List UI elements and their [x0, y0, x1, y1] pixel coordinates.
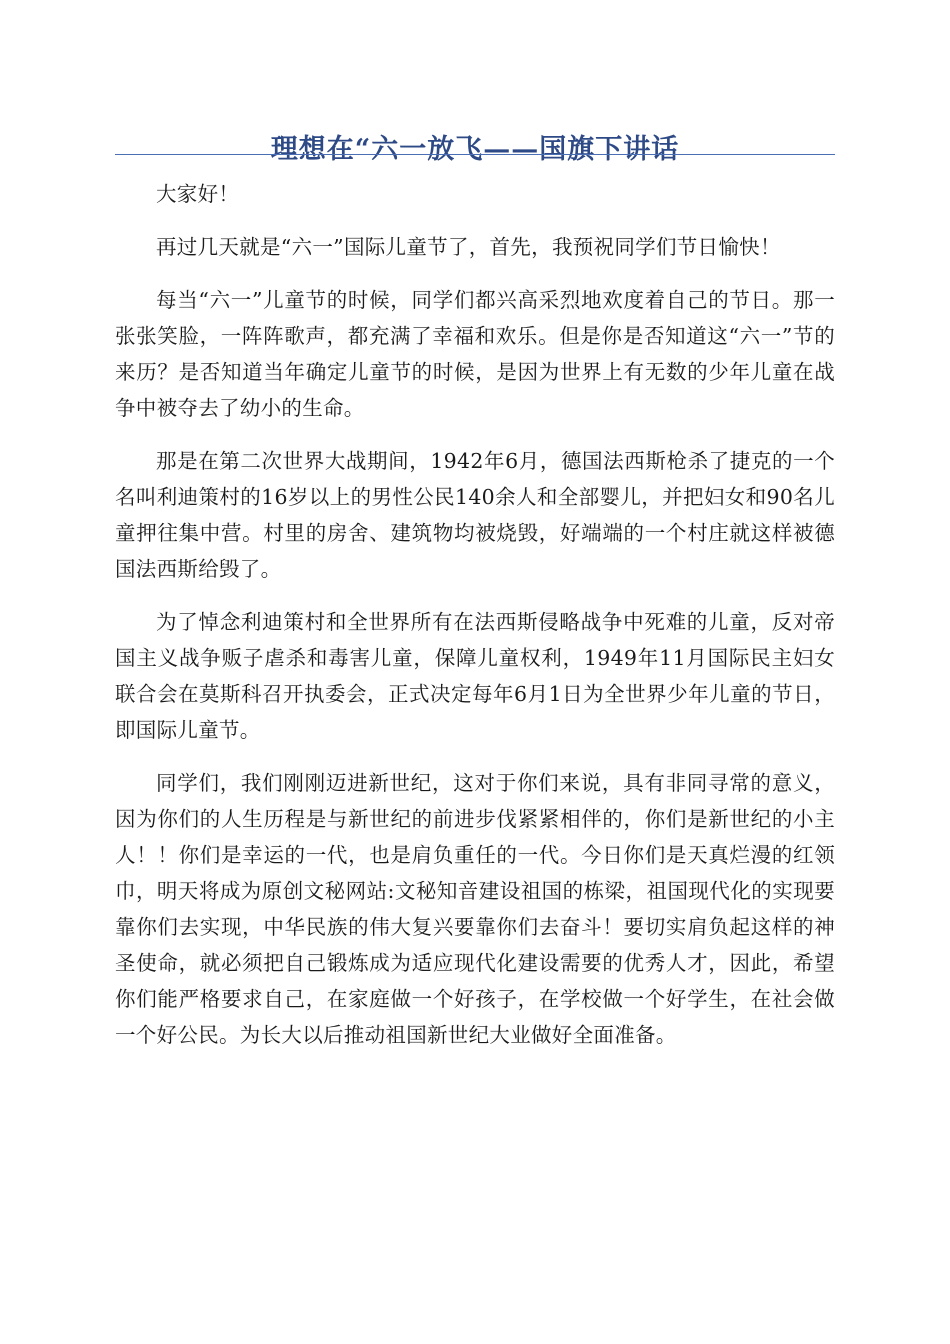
title-underline: [115, 154, 835, 155]
paragraph-establishment: 为了悼念利迪策村和全世界所有在法西斯侵略战争中死难的儿童，反对帝国主义战争贩子虐杀和毒害儿童，保障儿童权利，1949年11月国际民主妇女联合会在莫斯科召开执委会，正式决定每年6月1日为全世界少年儿童的节日，即国际儿童节。: [115, 610, 835, 742]
paragraph-origin-question: 每当“六一”儿童节的时候，同学们都兴高采烈地欢度着自己的节日。那一张张笑脸，一阵阵歌声，都充满了幸福和欢乐。但是你是否知道这“六一”节的来历？是否知道当年确定儿童节的时候，是因为世界上有无数的少年儿童在战争中被夺去了幼小的生命。: [115, 288, 835, 420]
paragraph-call-to-action: 同学们，我们刚刚迈进新世纪，这对于你们来说，具有非同寻常的意义，因为你们的人生历程是与新世纪的前进步伐紧紧相伴的，你们是新世纪的小主人！！你们是幸运的一代，也是肩负重任的一代。今日你们是天真烂漫的红领巾，明天将成为原创文秘网站:文秘知音建设祖国的栋梁，祖国现代化的实现要靠你们去实现，中华民族的伟大复兴要靠你们去奋斗！要切实肩负起这样的神圣使命，就必须把自己锻炼成为适应现代化建设需要的优秀人才，因此，希望你们能严格要求自己，在家庭做一个好孩子，在学校做一个好学生，在社会做一个好公民。为长大以后推动祖国新世纪大业做好全面准备。: [115, 771, 835, 1047]
paragraph-wishes: 再过几天就是“六一”国际儿童节了，首先，我预祝同学们节日愉快！: [156, 235, 781, 259]
document-body: [115, 176, 835, 1070]
paragraph-history: 那是在第二次世界大战期间，1942年6月，德国法西斯枪杀了捷克的一个名叫利迪策村的16岁以上的男性公民140余人和全部婴儿，并把妇女和90名儿童押往集中营。村里的房舍、建筑物均被烧毁，好端端的一个村庄就这样被德国法西斯给毁了。: [115, 449, 835, 581]
page-title: 理想在“六一放飞——国旗下讲话: [270, 134, 680, 166]
paragraph-greeting: 大家好！: [156, 182, 240, 206]
